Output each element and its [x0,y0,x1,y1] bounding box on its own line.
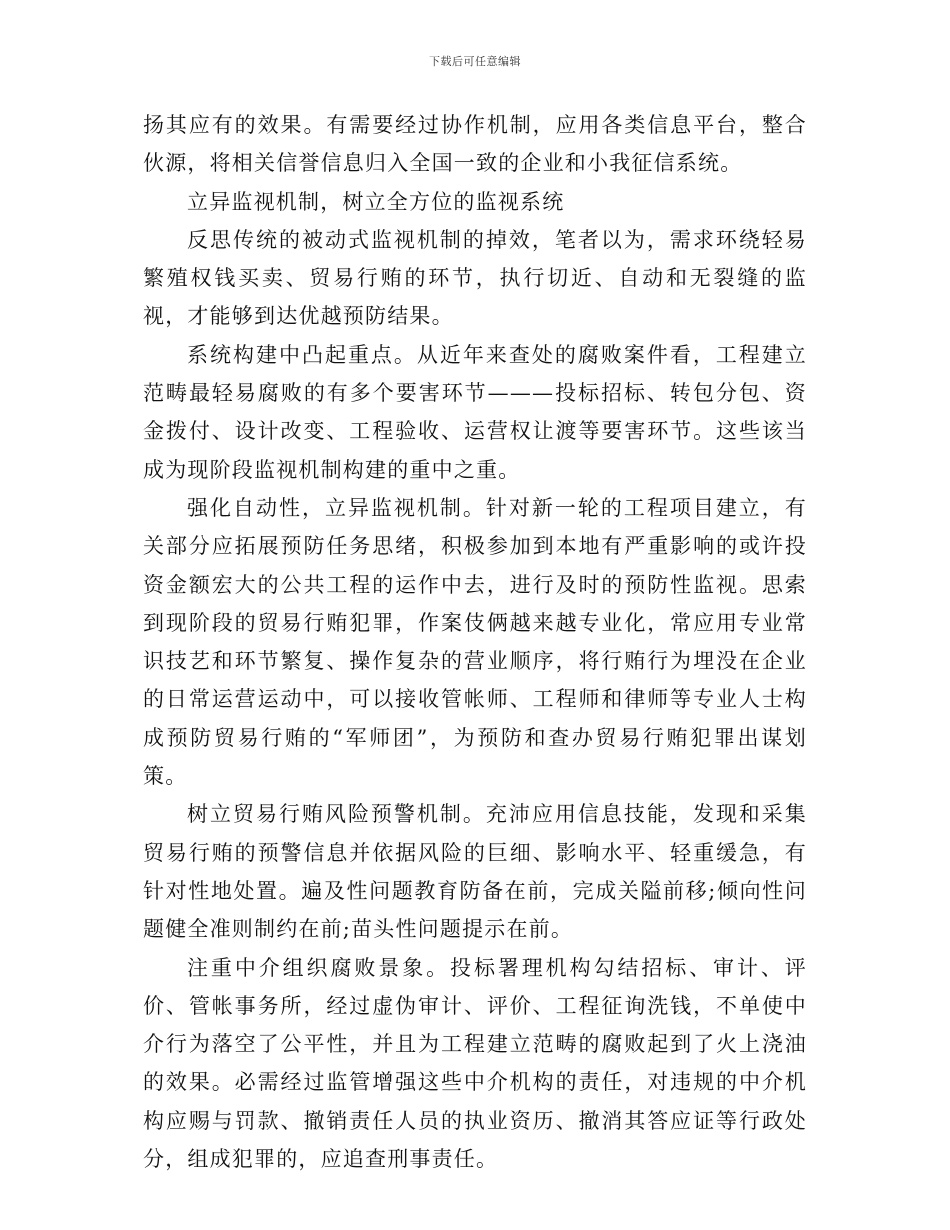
section-heading: 立异监视机制，树立全方位的监视系统 [187,189,565,214]
paragraph: 树立贸易行贿风险预警机制。充沛应用信息技能，发现和采集贸易行贿的预警信息并依据风险的巨细、影响水平、轻重缓急，有针对性地处置。遍及性问题教育防备在前，完成关隘前移;倾向性问题健全准则制约在前;苗头性问题提示在前。 [143,802,807,942]
paragraph: 注重中介组织腐败景象。投标署理机构勾结招标、审计、评价、管帐事务所，经过虚伪审计、评价、工程征询洗钱，不单使中介行为落空了公平性，并且为工程建立范畴的腐败起到了火上浇油的效果。必需经过监管增强这些中介机构的责任，对违规的中介机构应赐与罚款、撤销责任人员的执业资历、撤消其答应证等行政处分，组成犯罪的，应追查刑事责任。 [143,955,807,1172]
paragraph-continuation: 扬其应有的效果。有需要经过协作机制，应用各类信息平台，整合伙源，将相关信誉信息归入全国一致的企业和小我征信系统。 [143,113,807,176]
paragraph: 系统构建中凸起重点。从近年来查处的腐败案件看，工程建立范畴最轻易腐败的有多个要害环节———投标招标、转包分包、资金拨付、设计改变、工程验收、运营权让渡等要害环节。这些该当成为现阶段监视机制构建的重中之重。 [143,342,807,482]
page-header: 下载后可任意编辑 [429,55,521,68]
document-body [143,106,807,1178]
paragraph: 强化自动性，立异监视机制。针对新一轮的工程项目建立，有关部分应拓展预防任务思绪，积极参加到本地有严重影响的或许投资金额宏大的公共工程的运作中去，进行及时的预防性监视。思索到现阶段的贸易行贿犯罪，作案伎俩越来越专业化，常应用专业常识技艺和环节繁复、操作复杂的营业顺序，将行贿行为埋没在企业的日常运营运动中，可以接收管帐师、工程师和律师等专业人士构成预防贸易行贿的“军师团”，为预防和查办贸易行贿犯罪出谋划策。 [143,495,807,789]
paragraph: 反思传统的被动式监视机制的掉效，笔者以为，需求环绕轻易繁殖权钱买卖、贸易行贿的环节，执行切近、自动和无裂缝的监视，才能够到达优越预防结果。 [143,227,807,329]
